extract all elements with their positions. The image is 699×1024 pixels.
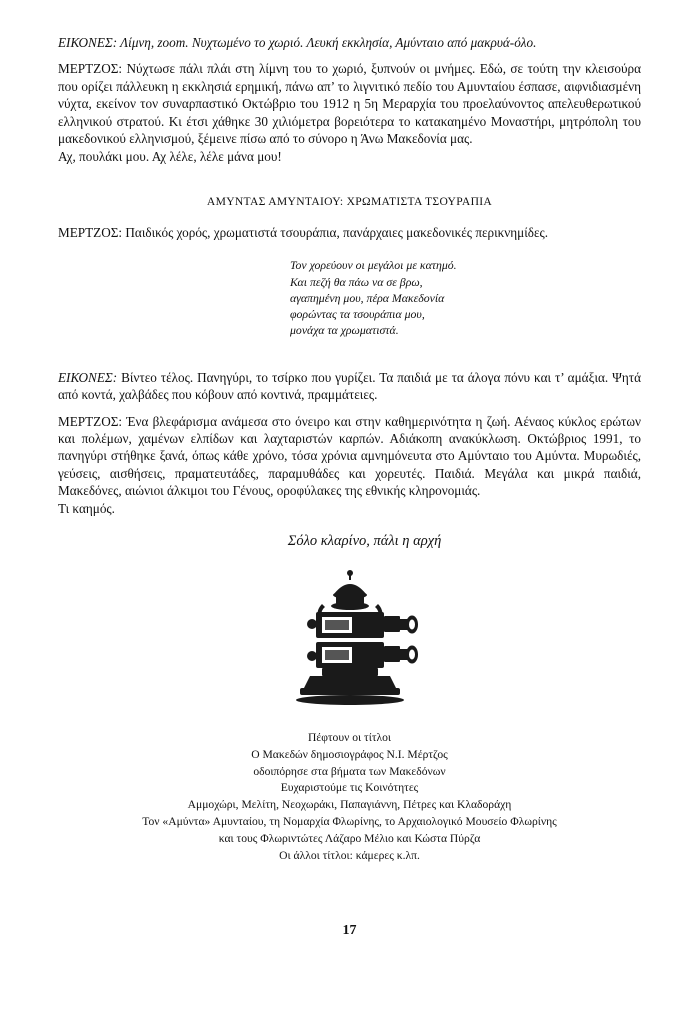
credit-line: Τον «Αμύντα» Αμυνταίου, τη Νομαρχία Φλωρίνης, το Αρχαιολογικό Μουσείο Φλωρίνης xyxy=(142,815,557,829)
credit-line: Πέφτουν οι τίτλοι xyxy=(307,731,392,745)
credit-line: και τους Φλωριντώτες Λάζαρο Μέλιο και Κώστα Πύρζα xyxy=(218,831,481,845)
vintage-film-projector-illustration xyxy=(250,564,450,714)
speech-3-end: Τι καημός. xyxy=(58,500,115,516)
verse-line: αγαπημένη μου, πέρα Μακεδονία xyxy=(290,290,445,305)
verse-line: φορώντας τα τσουράπια μου, xyxy=(290,307,425,322)
verse-line: Και πεζή θα πάω να σε βρω, xyxy=(290,274,423,289)
speech-2 xyxy=(58,224,641,241)
speech-3-speaker: ΜΕΡΤΖΟΣ: xyxy=(58,413,123,429)
speech-1 xyxy=(58,60,641,147)
credit-line: Ο Μακεδών δημοσιογράφος Ν.Ι. Μέρτζος xyxy=(251,747,448,761)
credit-line: Οι άλλοι τίτλοι: κάμερες κ.λπ. xyxy=(279,848,420,862)
speech-1-text: Νύχτωσε πάλι πλάι στη λίμνη του το χωριό, ξυπνούν οι μνήμες. Εδώ, σε τούτη την κλεισούρα που ορίζει πάλλευκη η εκκλησιά ερημική, πάνω απ’ το λιγνιτικό πεδίο του Αμυνταίου έσπασε, αιφνιδιασμένη νύχτα, εκείνον τον συναρπαστικό Οκτώβριο του 1912 η 5η Μεραρχία του προελαύνοντος απελευθερωτικού ελληνικού στρατού. Κι έτσι χάθηκε 30 χιλιόμετρα βορειότερα το κατακαημένο Μοναστήρι, μητρόπολη του μακεδονικού ελληνισμού, ξέμεινε πίσω από το σύνορο η Άνω Μακεδονία μας. xyxy=(58,61,641,147)
verse-block xyxy=(58,257,641,338)
solo-direction: Σόλο κλαρίνο, πάλι η αρχή xyxy=(287,533,442,550)
speech-1-refrain: Αχ, πουλάκι μου. Αχ λέλε, λέλε μάνα μου! xyxy=(58,148,282,164)
page-number: 17 xyxy=(342,923,357,938)
credit-line: Αμμοχώρι, Μελίτη, Νεοχωράκι, Παπαγιάννη, Πέτρες και Κλαδοράχη xyxy=(187,798,512,812)
stage-direction-1-text: Λίμνη, zoom. Νυχτωμένο το χωριό. Λευκή εκκλησία, Αμύνταιο από μακρυά-όλο. xyxy=(117,35,537,50)
speech-2-speaker: ΜΕΡΤΖΟΣ: xyxy=(58,224,123,240)
verse-line: μονάχα τα χρωματιστά. xyxy=(290,323,399,338)
speech-2-text: Παιδικός χορός, χρωματιστά τσουράπια, πανάρχαιες μακεδονικές περικνημίδες. xyxy=(122,224,549,240)
credit-line: οδοιπόρησε στα βήματα των Μακεδόνων xyxy=(253,764,446,778)
stage-direction-2 xyxy=(58,369,641,404)
stage-direction-1 xyxy=(58,34,641,51)
credit-line: Ευχαριστούμε τις Κοινότητες xyxy=(280,781,419,795)
figure-projector xyxy=(58,564,641,714)
section-title: ΑΜΥΝΤΑΣ ΑΜΥΝΤΑΙΟΥ: ΧΡΩΜΑΤΙΣΤΑ ΤΣΟΥΡΑΠΙΑ xyxy=(206,194,493,208)
stage-direction-2-label: ΕΙΚΟΝΕΣ: xyxy=(58,369,118,385)
closing-credits xyxy=(58,730,641,864)
stage-direction-2-text: Βίντεο τέλος. Πανηγύρι, το τσίρκο που γυρίζει. Τα παιδιά με τα άλογα πόνυ και τ’ αμάξια. Ψητά από κοντά, χαλβάδες που κόβουν από κοντινά, πραμμάτειες. xyxy=(58,369,641,403)
speech-3-text: Ένα βλεφάρισμα ανάμεσα στο όνειρο και στην καθημερινότητα η ζωή. Αέναος κύκλος ερώτων και πολέμων, χαμένων ελπίδων και λαχταριστών καρπών. Αδιάκοπη ανακύκλωση. Οκτώβριος 1991, το πανηγύρι στήθηκε ξανά, όπως κάθε χρόνο, τόσα χρόνια αμνημόνευτα στο Αμύνταιο του Αμύντα. Μυρωδιές, γεύσεις, αισθήσεις, πραματευτάδες, παραμυθάδες και χορευτές. Παιδιά. Μεγάλα και μικρά παιδιά, Μακεδόνες, αιώνιοι άλκιμοι του Γένους, οροφύλακες της εθνικής κληρονομιάς. xyxy=(58,413,641,499)
verse-line: Τον χορεύουν οι μεγάλοι με κατημό. xyxy=(290,258,457,273)
speech-1-speaker: ΜΕΡΤΖΟΣ: xyxy=(58,61,123,77)
stage-direction-1-label: ΕΙΚΟΝΕΣ: xyxy=(58,35,118,50)
speech-3 xyxy=(58,413,641,500)
